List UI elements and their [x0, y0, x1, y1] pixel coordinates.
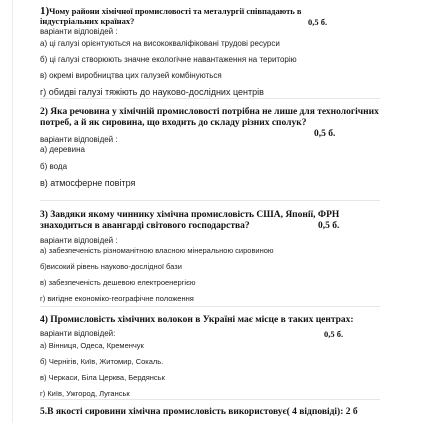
question-4-option-d[interactable]: г) Київ, Ужгород, Луганськ: [40, 389, 130, 398]
question-1-title: [40, 6, 340, 26]
question-4: [40, 315, 380, 399]
question-4-option-c[interactable]: в) Черкаси, Біла Церква, Бердянськ: [40, 373, 165, 382]
question-1-option-a[interactable]: а) ці галузі орієнтуються на висококваліфіковані трудові ресурси: [40, 39, 280, 48]
question-3-option-a[interactable]: а) забезпеченість різноманітною власною мінеральною сировиною: [40, 246, 274, 255]
question-3-title: 3) Завдяки якому чиннику хімічна промисловість США, Японії, ФРН знаходиться в авангарді світового господарства?: [40, 210, 340, 231]
page-edge-line: [12, 0, 13, 423]
question-1-option-d[interactable]: г) обидві галузі тяжіють до науково-дослідних центрів: [40, 87, 264, 97]
question-3-points: 0,5 б.: [318, 221, 340, 231]
divider: [40, 200, 380, 201]
question-4-option-b[interactable]: б) Чернігів, Київ, Житомир, Сокаль.: [40, 357, 164, 366]
question-4-points: 0,5 б.: [324, 329, 344, 339]
divider: [40, 399, 380, 400]
question-1-text: Чому райони хімічної промисловості та металургії співпадають в індустріальних країнах?: [40, 6, 302, 26]
question-3-option-d[interactable]: г) вигідне економіко-географічне положення: [40, 294, 194, 303]
question-5: [40, 407, 380, 418]
question-5-title: 5.В якості сировини хімічна промисловість використовує( 4 відповіді): 2 б: [40, 407, 358, 417]
question-1-points: 0,5 б.: [308, 17, 328, 27]
question-2-option-c[interactable]: в) атмосферне повітря: [40, 178, 136, 188]
question-2-variants-label: варіанти відповідей :: [40, 135, 118, 144]
question-2-option-b[interactable]: б) вода: [40, 162, 68, 171]
question-1-variants-label: варіанти відповідей :: [40, 27, 118, 36]
question-1: [40, 6, 380, 98]
question-2-points: 0,5 б.: [314, 129, 336, 139]
question-2-title: 2) Яка речовина у хімічній промисловості потрібна не лише для технологічних потреб, а й як сировина, що входить до складу різних сполук?: [40, 107, 379, 128]
question-3-option-b[interactable]: б)високий рівень науково-дослідної бази: [40, 262, 182, 271]
question-2: [40, 107, 380, 189]
divider: [40, 306, 380, 307]
question-2-option-a[interactable]: а) деревина: [40, 145, 85, 154]
divider: [40, 98, 380, 99]
question-3-variants-label: варіанти відповідей :: [40, 236, 118, 245]
question-4-variants-label: варіанти відповідей:: [40, 329, 116, 338]
question-1-option-b[interactable]: б) ці галузі створюють значне екологічне навантаження на територію: [40, 55, 297, 64]
question-1-number: 1): [40, 5, 50, 17]
question-3-option-c[interactable]: в) забезпеченість дешевою електроенергією: [40, 278, 196, 287]
question-4-option-a[interactable]: а) Вінниця, Одеса, Кременчук: [40, 341, 144, 350]
question-4-title: 4) Промисловість хімічних волокон в Україні має місце в таких центрах:: [40, 315, 354, 325]
question-1-option-c[interactable]: в) окремі виробництва цих галузей комбінуються: [40, 71, 222, 80]
